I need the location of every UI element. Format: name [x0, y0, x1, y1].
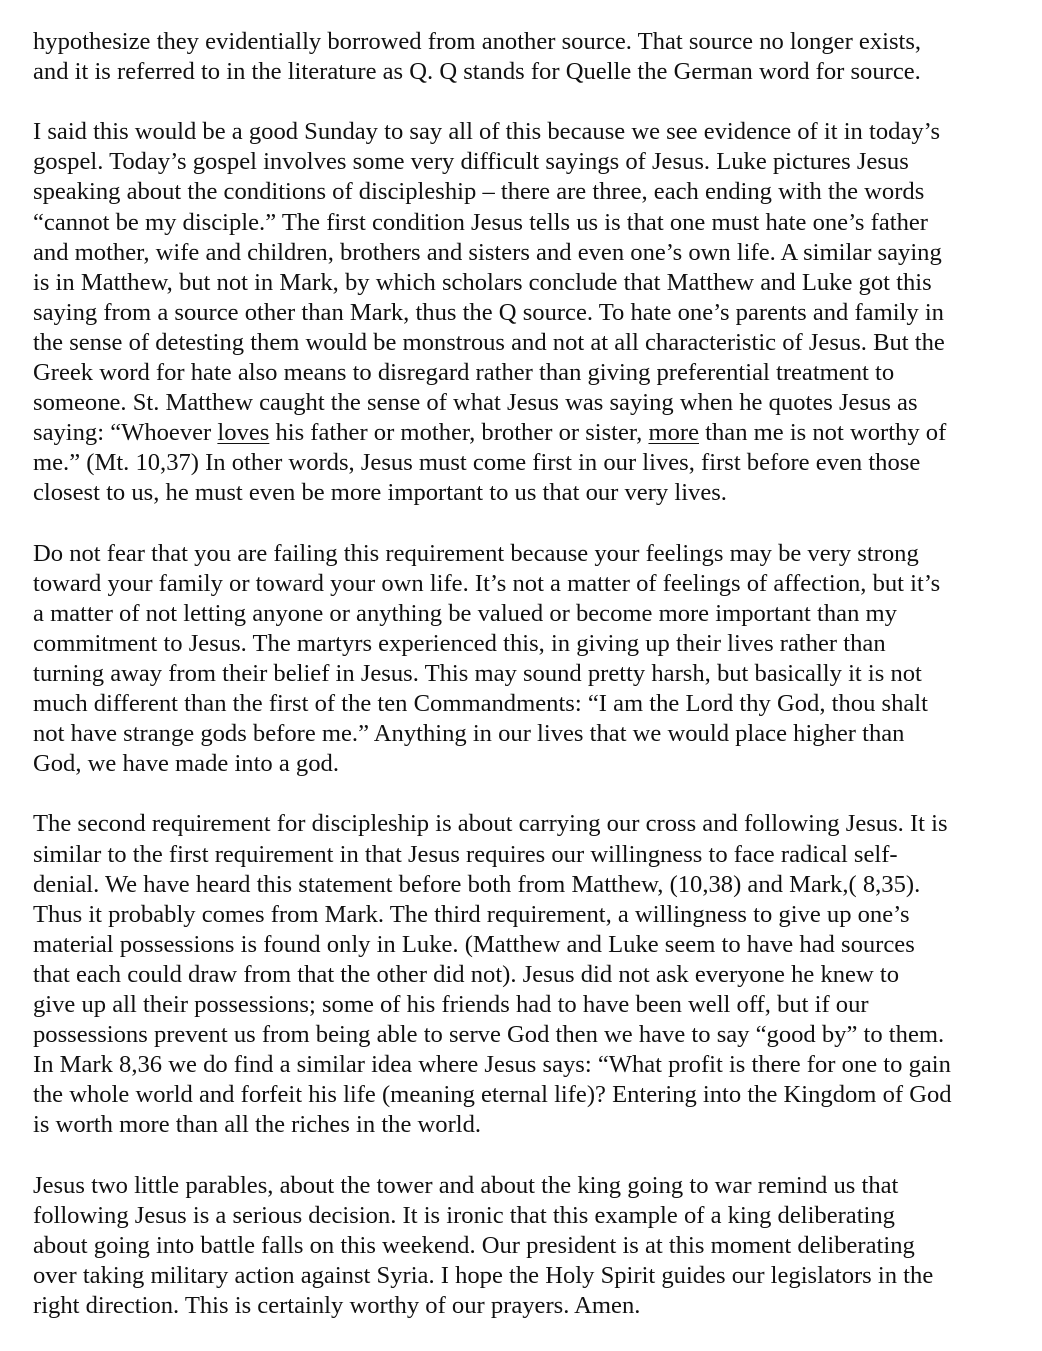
text-line: toward your family or toward your own life. It’s not a matter of feelings of affection, but it’s — [33, 569, 941, 597]
paragraph-4 — [33, 809, 1023, 1140]
paragraph-2 — [33, 117, 1023, 508]
text-line: the whole world and forfeit his life (meaning eternal life)? Entering into the Kingdom of God — [33, 1081, 952, 1109]
text-line: someone. St. Matthew caught the sense of what Jesus was saying when he quotes Jesus as — [33, 389, 918, 417]
text-line: gospel. Today’s gospel involves some very difficult sayings of Jesus. Luke pictures Jesus — [33, 148, 909, 176]
text-line: closest to us, he must even be more important to us that our very lives. — [33, 479, 727, 507]
text-line: God, we have made into a god. — [33, 750, 339, 778]
text-line: Jesus two little parables, about the tower and about the king going to war remind us that — [33, 1171, 899, 1199]
text-line: turning away from their belief in Jesus. This may sound pretty harsh, but basically it is not — [33, 659, 922, 687]
text-line: Greek word for hate also means to disregard rather than giving preferential treatment to — [33, 359, 895, 387]
text-line: and mother, wife and children, brothers and sisters and even one’s own life. A similar saying — [33, 238, 942, 266]
text-line: material possessions is found only in Luke. (Matthew and Luke seem to have had sources — [33, 930, 915, 958]
text-line: Do not fear that you are failing this requirement because your feelings may be very strong — [33, 539, 919, 567]
text-line: saying: “Whoever loves his father or mother, brother or sister, more than me is not worthy of — [33, 419, 947, 447]
text-line: about going into battle falls on this weekend. Our president is at this moment deliberating — [33, 1231, 915, 1259]
text-line: is worth more than all the riches in the world. — [33, 1111, 482, 1139]
document-page — [33, 27, 1023, 1351]
text-line: I said this would be a good Sunday to say all of this because we see evidence of it in today’s — [33, 118, 941, 146]
paragraph-5 — [33, 1171, 1023, 1321]
paragraph-3 — [33, 539, 1023, 780]
text-line: similar to the first requirement in that Jesus requires our willingness to face radical self- — [33, 840, 898, 868]
text-line: and it is referred to in the literature as Q. Q stands for Quelle the German word for source. — [33, 58, 921, 86]
underlined-word-more: more — [648, 419, 699, 447]
text-line: that each could draw from that the other did not). Jesus did not ask everyone he knew to — [33, 960, 900, 988]
text-line: “cannot be my disciple.” The first condition Jesus tells us is that one must hate one’s father — [33, 208, 928, 236]
text-line: The second requirement for discipleship is about carrying our cross and following Jesus. It is — [33, 810, 948, 838]
text-line: saying from a source other than Mark, thus the Q source. To hate one’s parents and family in — [33, 298, 944, 326]
text-line: Thus it probably comes from Mark. The third requirement, a willingness to give up one’s — [33, 900, 910, 928]
text-line: possessions prevent us from being able to serve God then we have to say “good by” to them. — [33, 1021, 945, 1049]
text-line: In Mark 8,36 we do find a similar idea where Jesus says: “What profit is there for one to gain — [33, 1051, 951, 1079]
text-line: commitment to Jesus. The martyrs experienced this, in giving up their lives rather than — [33, 629, 886, 657]
paragraph-1 — [33, 27, 1023, 87]
text-line: me.” (Mt. 10,37) In other words, Jesus must come first in our lives, first before even those — [33, 449, 921, 477]
text-line: hypothesize they evidentially borrowed from another source. That source no longer exists, — [33, 28, 922, 55]
text-line: speaking about the conditions of discipleship – there are three, each ending with the words — [33, 178, 925, 206]
underlined-word-loves: loves — [217, 419, 270, 447]
text-line: give up all their possessions; some of his friends had to have been well off, but if our — [33, 991, 869, 1018]
text-line: following Jesus is a serious decision. It is ironic that this example of a king deliberating — [33, 1201, 895, 1229]
text-line: not have strange gods before me.” Anything in our lives that we would place higher than — [33, 720, 905, 748]
text-line: is in Matthew, but not in Mark, by which scholars conclude that Matthew and Luke got this — [33, 268, 932, 296]
text-line: right direction. This is certainly worthy of our prayers. Amen. — [33, 1291, 641, 1319]
text-line: over taking military action against Syria. I hope the Holy Spirit guides our legislators in the — [33, 1261, 934, 1289]
text-line: denial. We have heard this statement before both from Matthew, (10,38) and Mark,( 8,35). — [33, 870, 921, 898]
text-line: the sense of detesting them would be monstrous and not at all characteristic of Jesus. But the — [33, 328, 945, 356]
text-line: much different than the first of the ten Commandments: “I am the Lord thy God, thou shalt — [33, 690, 928, 718]
text-line: a matter of not letting anyone or anything be valued or become more important than my — [33, 599, 897, 627]
